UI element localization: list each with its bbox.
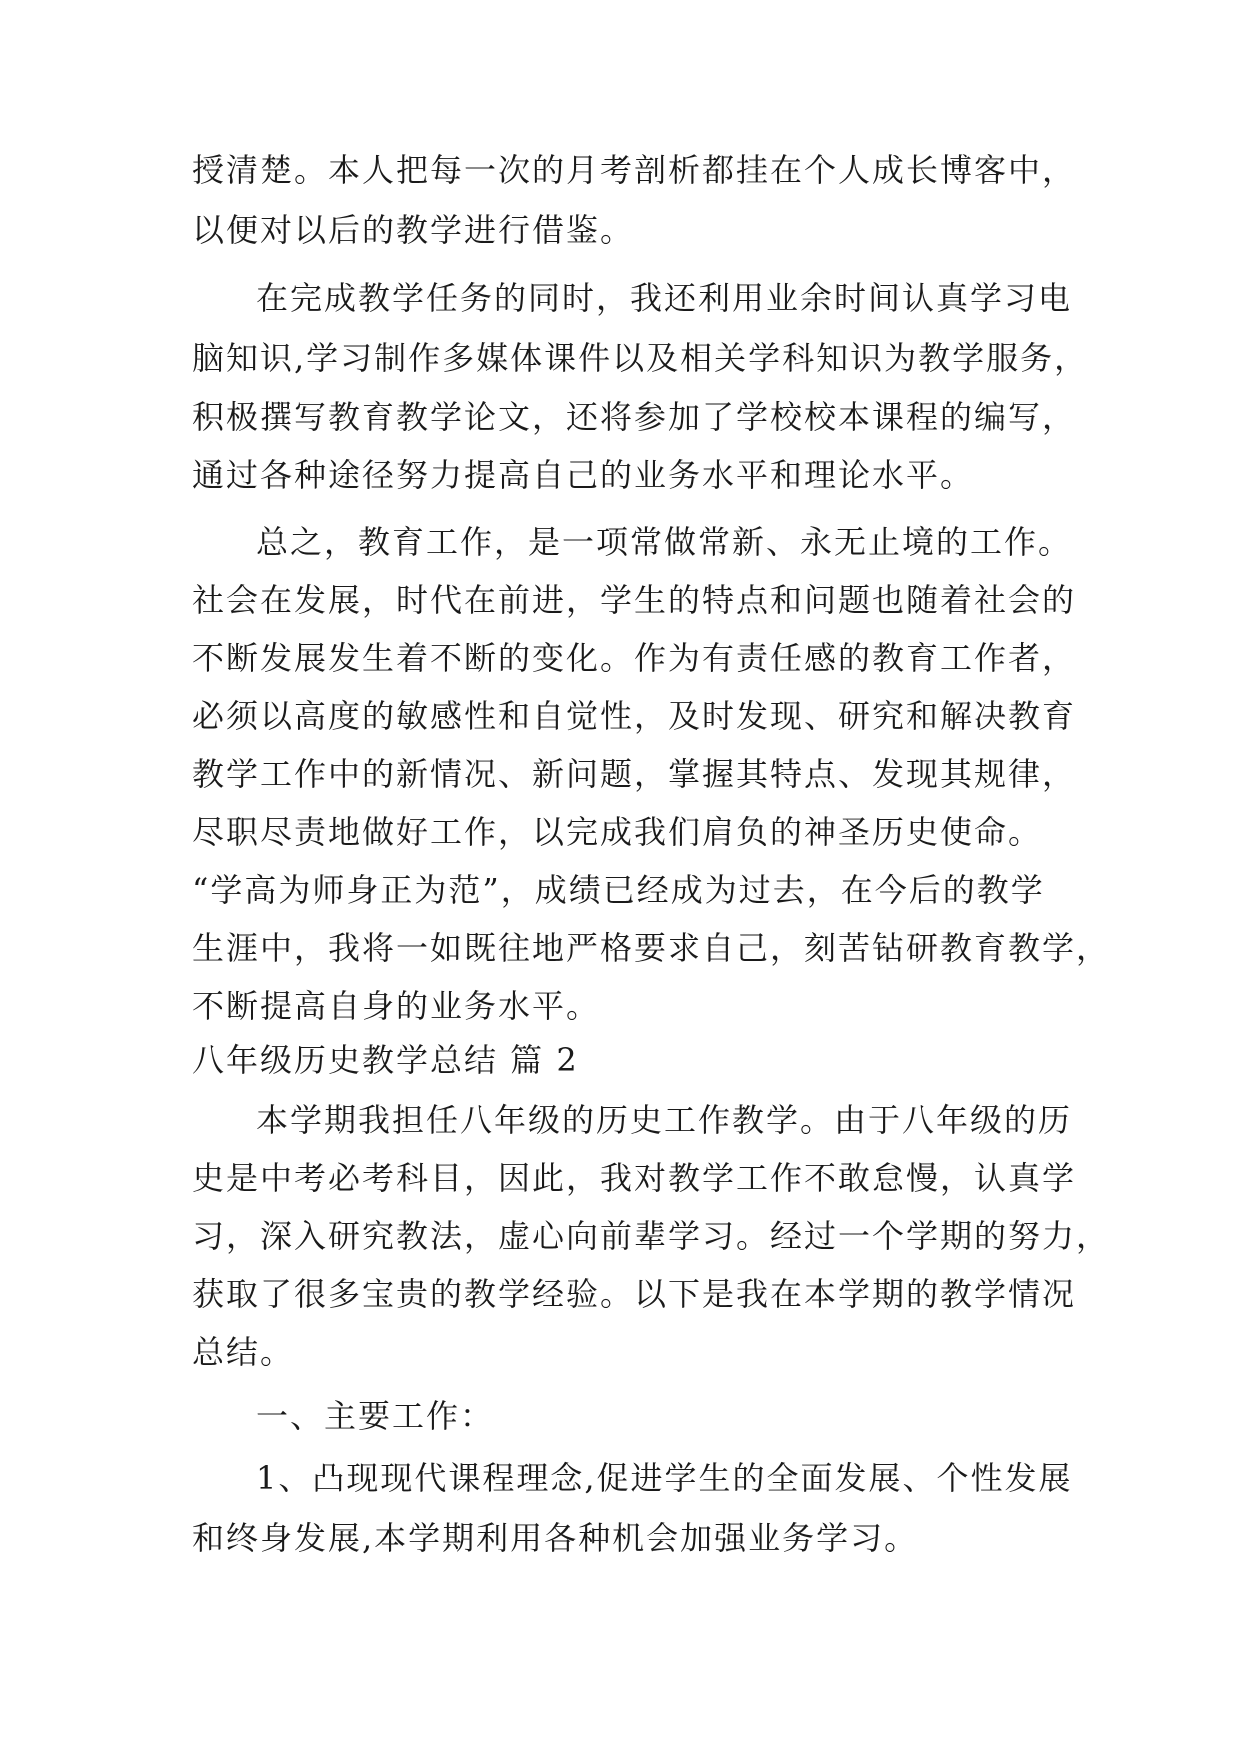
text-line: 教学工作中的新情况、新问题，掌握其特点、发现其规律， xyxy=(192,755,1077,793)
text-line: 不断发展发生着不断的变化。作为有责任感的教育工作者， xyxy=(192,639,1077,677)
text-line: 生涯中，我将一如既往地严格要求自己，刻苦钻研教育教学， xyxy=(192,929,1111,967)
text-line: 必须以高度的敏感性和自觉性，及时发现、研究和解决教育 xyxy=(192,697,1077,735)
text-line: 在完成教学任务的同时，我还利用业余时间认真学习电 xyxy=(256,279,1073,317)
text-line: 1、凸现现代课程理念,促进学生的全面发展、个性发展 xyxy=(256,1459,1073,1497)
text-line: 尽职尽责地做好工作，以完成我们肩负的神圣历史使命。 xyxy=(192,813,1043,851)
text-line: 社会在发展，时代在前进，学生的特点和问题也随着社会的 xyxy=(192,581,1077,619)
text-line: “学高为师身正为范”，成绩已经成为过去，在今后的教学 xyxy=(192,871,1045,909)
text-line: 史是中考必考科目，因此，我对教学工作不敢怠慢，认真学 xyxy=(192,1159,1077,1197)
text-line: 一、主要工作： xyxy=(256,1397,495,1435)
text-line: 习，深入研究教法，虚心向前辈学习。经过一个学期的努力， xyxy=(192,1217,1111,1255)
text-line: 积极撰写教育教学论文，还将参加了学校校本课程的编写， xyxy=(192,398,1077,436)
text-line: 总结。 xyxy=(192,1333,295,1371)
text-line: 以便对以后的教学进行借鉴。 xyxy=(192,211,635,249)
text-line: 脑知识,学习制作多媒体课件以及相关学科知识为教学服务， xyxy=(192,339,1089,377)
text-line: 本学期我担任八年级的历史工作教学。由于八年级的历 xyxy=(256,1101,1073,1139)
text-line: 不断提高自身的业务水平。 xyxy=(192,987,601,1025)
text-line: 授清楚。本人把每一次的月考剖析都挂在个人成长博客中， xyxy=(192,151,1077,189)
text-line: 总之，教育工作，是一项常做常新、永无止境的工作。 xyxy=(256,523,1073,561)
section-heading: 八年级历史教学总结 篇 2 xyxy=(192,1041,579,1079)
text-line: 获取了很多宝贵的教学经验。以下是我在本学期的教学情况 xyxy=(192,1275,1077,1313)
text-line: 通过各种途径努力提高自己的业务水平和理论水平。 xyxy=(192,456,975,494)
text-line: 和终身发展,本学期利用各种机会加强业务学习。 xyxy=(192,1519,919,1557)
